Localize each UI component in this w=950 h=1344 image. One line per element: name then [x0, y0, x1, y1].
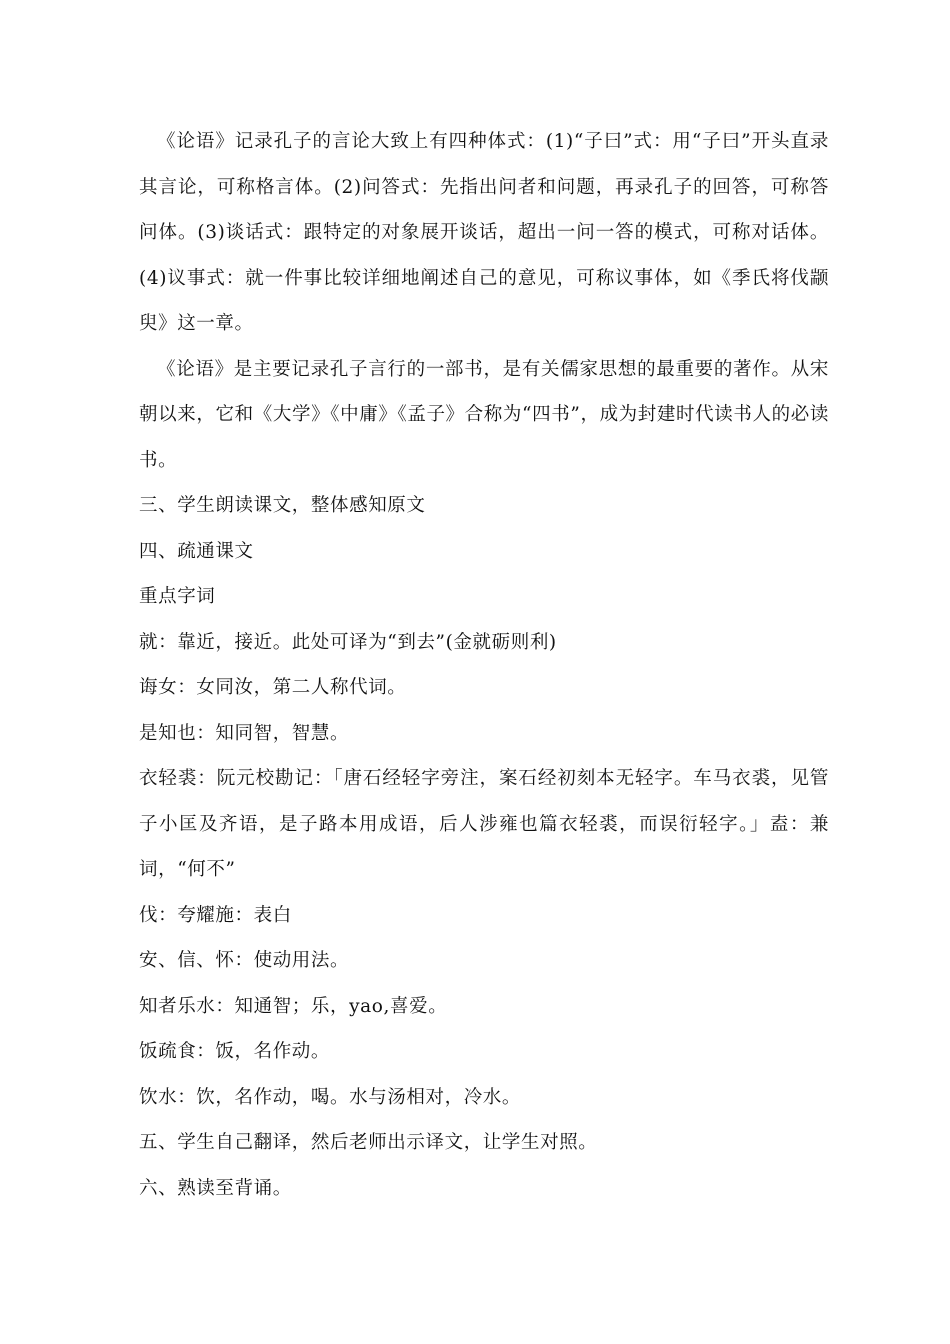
glossary-item: 知者乐水：知通智；乐，yao,喜爱。 [139, 995, 448, 1017]
glossary-item: 饮水：饮，名作动，喝。水与汤相对，冷水。 [139, 1086, 522, 1108]
intro-paragraph-forms: 《论语》记录孔子的言论大致上有四种体式：(1)“子曰”式：用“子曰”开头直录其言论，可称格言体。(2)问答式：先指出问者和问题，再录孔子的回答，可称答问体。(3)谈话式：跟特定的对象展开谈话，超出一问一答的模式，可称对话体。(4)议事式：就一件事比较详细地阐述自己的意见，可称议事体，如《季氏将伐颛臾》这一章。 [139, 131, 829, 334]
section-heading-3: 三、学生朗读课文，整体感知原文 [139, 495, 426, 516]
glossary-item: 伐：夸耀施：表白 [139, 904, 292, 926]
section-heading-6: 六、熟读至背诵。 [139, 1177, 292, 1199]
key-words-heading: 重点字词 [139, 586, 216, 607]
glossary-item: 就：靠近，接近。此处可译为“到去”(金就砺则利) [139, 631, 557, 653]
section-heading-5: 五、学生自己翻译，然后老师出示译文，让学生对照。 [139, 1132, 598, 1153]
glossary-item: 安、信、怀：使动用法。 [139, 950, 350, 971]
glossary-item: 诲女：女同汝，第二人称代词。 [139, 677, 407, 698]
glossary-item: 衣轻裘：阮元校勘记：「唐石经轻字旁注，案石经初刻本无轻字。车马衣裘，见管子小匡及齐语，是子路本用成语，后人涉雍也篇衣轻裘，而误衍轻字。」盍：兼词，“何不” [139, 768, 829, 880]
glossary-item: 饭疏食：饭，名作动。 [139, 1041, 331, 1062]
document-page [139, 119, 829, 1211]
section-heading-4: 四、疏通课文 [139, 540, 254, 562]
glossary-item: 是知也：知同智，智慧。 [139, 722, 350, 744]
intro-paragraph-significance: 《论语》是主要记录孔子言行的一部书，是有关儒家思想的最重要的著作。从宋朝以来，它和《大学》《中庸》《孟子》合称为“四书”，成为封建时代读书人的必读书。 [139, 358, 829, 471]
